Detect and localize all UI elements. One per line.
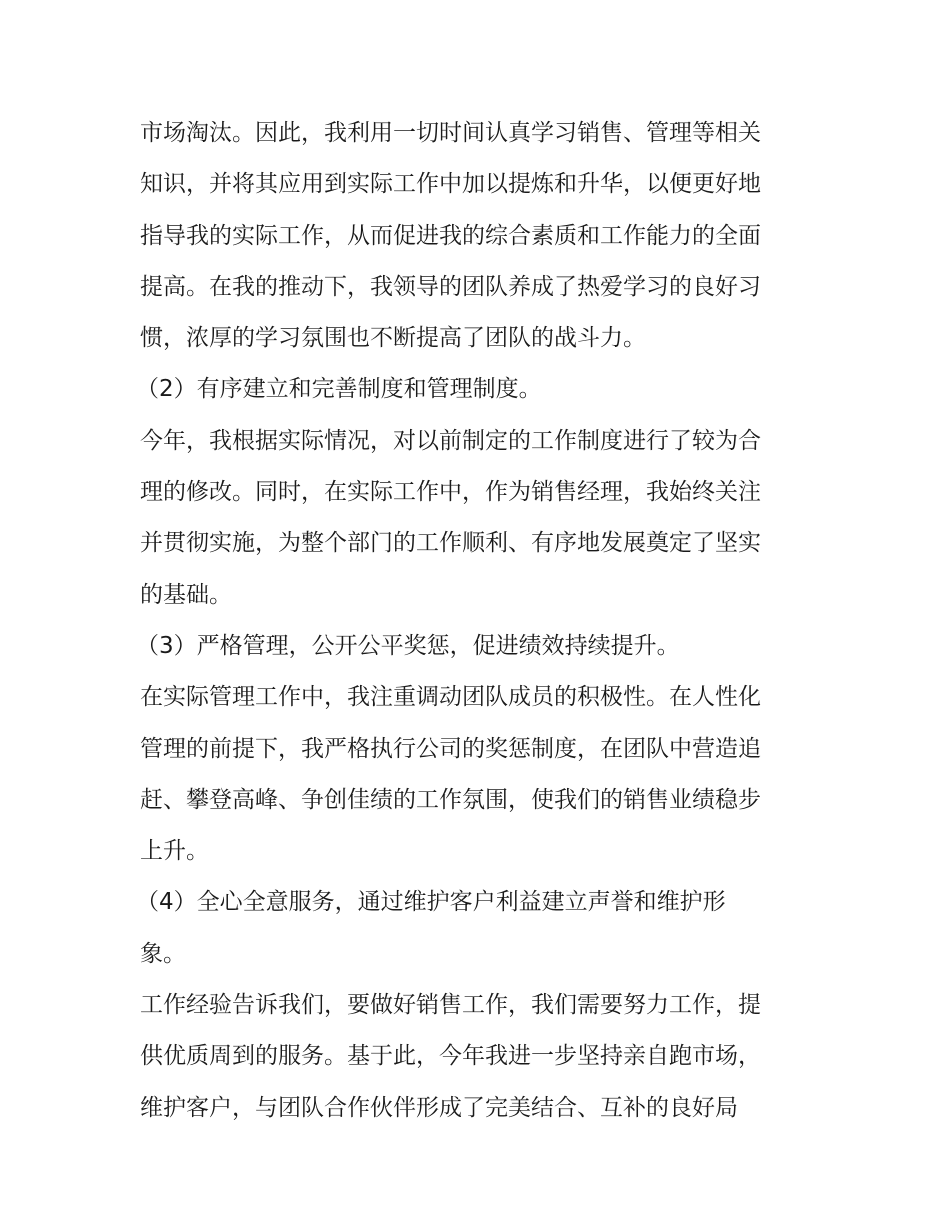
paragraph-line: 指导我的实际工作，从而促进我的综合素质和工作能力的全面 [140,222,761,249]
paragraph-line: 惯，浓厚的学习氛围也不断提高了团队的战斗力。 [140,325,646,352]
section-heading-continuation: 象。 [140,940,186,967]
paragraph-line: 在实际管理工作中，我注重调动团队成员的积极性。在人性化 [140,684,761,711]
paragraph-line: 理的修改。同时，在实际工作中，作为销售经理，我始终关注 [140,479,761,506]
paragraph-line: 供优质周到的服务。基于此，今年我进一步坚持亲自跑市场， [140,1043,761,1070]
body-text [136,108,820,1134]
paragraph-line: 市场淘汰。因此，我利用一切时间认真学习销售、管理等相关 [140,120,761,146]
paragraph-line: 管理的前提下，我严格执行公司的奖惩制度，在团队中营造追 [140,735,761,762]
paragraph-line: 今年，我根据实际情况，对以前制定的工作制度进行了较为合 [140,427,761,454]
section-heading: （3）严格管理，公开公平奖惩，促进绩效持续提升。 [136,632,680,659]
paragraph-line: 赶、攀登高峰、争创佳绩的工作氛围，使我们的销售业绩稳步 [140,786,761,813]
paragraph-line: 上升。 [140,838,209,865]
paragraph-line: 提高。在我的推动下，我领导的团队养成了热爱学习的良好习 [140,273,761,300]
paragraph-line: 维护客户，与团队合作伙伴形成了完美结合、互补的良好局 [140,1094,738,1121]
section-heading: （2）有序建立和完善制度和管理制度。 [136,376,542,403]
paragraph-line: 并贯彻实施，为整个部门的工作顺利、有序地发展奠定了坚实 [140,530,761,557]
paragraph-line: 的基础。 [140,581,232,608]
paragraph-line: 知识，并将其应用到实际工作中加以提炼和升华，以便更好地 [140,171,761,198]
paragraph-line: 工作经验告诉我们，要做好销售工作，我们需要努力工作，提 [140,992,761,1019]
section-heading: （4）全心全意服务，通过维护客户利益建立声誉和维护形 [136,889,726,916]
